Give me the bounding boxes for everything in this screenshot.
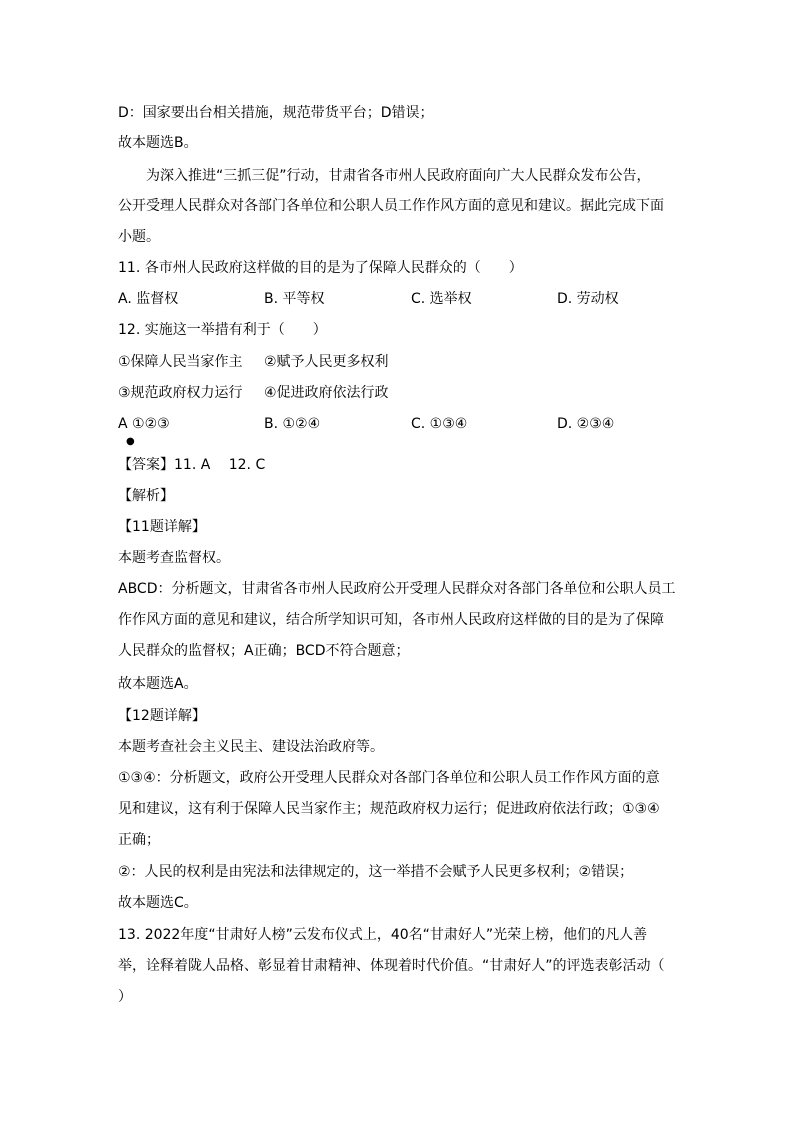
text-line: 作作风方面的意见和建议，结合所学知识可知，各市州人民政府这样做的目的是为了保障 (118, 612, 664, 628)
text-line: 正确； (118, 832, 160, 848)
text-line: 人民群众的监督权；A正确；BCD不符合题意； (118, 643, 410, 659)
question-13: 13. 2022年度“甘肃好人榜”云发布仪式上，40名“甘肃好人”光荣上榜，他们的凡人善 (118, 927, 648, 943)
question-13: 举，诠释着陇人品格、彰显着甘肃精神、体现着时代价值。“甘肃好人”的评选表彰活动（ (118, 958, 665, 974)
detail-12-heading: 【12题详解】 (118, 708, 206, 724)
statement-3: ③规范政府权力运行 (118, 385, 243, 401)
q11-option-b: B. 平等权 (264, 291, 325, 307)
detail-11-heading: 【11题详解】 (118, 519, 206, 535)
q12-option-d: D. ②③④ (557, 416, 615, 432)
text-line: 本题考查社会主义民主、建设法治政府等。 (118, 739, 384, 755)
text-line: ABCD：分析题文，甘肃省各市州人民政府公开受理人民群众对各部门各单位和公职人员工 (118, 581, 676, 597)
text-line: 故本题选C。 (118, 895, 198, 911)
passage-text: 公开受理人民群众对各部门各单位和公职人员工作作风方面的意见和建议。据此完成下面 (118, 198, 664, 214)
text-line: D：国家要出台相关措施，规范带货平台；D错误； (118, 105, 434, 121)
q12-option-b: B. ①②④ (264, 416, 321, 432)
text-line: ①③④：分析题文，政府公开受理人民群众对各部门各单位和公职人员工作作风方面的意 (118, 770, 660, 786)
question-12: 12. 实施这一举措有利于（ ） (118, 322, 327, 338)
text-line: 故本题选B。 (118, 135, 198, 151)
q12-option-c: C. ①③④ (411, 416, 468, 432)
q11-option-c: C. 选举权 (411, 291, 472, 307)
text-line: 故本题选A。 (118, 676, 198, 692)
stray-dot: ● (126, 436, 135, 447)
passage-text: 小题。 (118, 229, 160, 245)
passage-text: 为深入推进“三抓三促”行动，甘肃省各市州人民政府面向广大人民群众发布公告， (146, 168, 651, 184)
text-line: 见和建议，这有利于保障人民当家作主；规范政府权力运行；促进政府依法行政；①③④ (118, 801, 660, 817)
q12-option-a: A ①②③ (118, 416, 170, 432)
q11-option-a: A. 监督权 (118, 291, 179, 307)
analysis-heading: 【解析】 (118, 488, 174, 504)
statement-2: ②赋予人民更多权利 (264, 354, 389, 370)
text-line: 本题考查监督权。 (118, 550, 230, 566)
statement-1: ①保障人民当家作主 (118, 354, 243, 370)
statement-4: ④促进政府依法行政 (264, 385, 389, 401)
answer-line: 【答案】11. A 12. C (118, 457, 266, 473)
question-13: ） (118, 989, 132, 1005)
q11-option-d: D. 劳动权 (557, 291, 619, 307)
text-line: ②：人民的权利是由宪法和法律规定的，这一举措不会赋予人民更多权利；②错误； (118, 864, 634, 880)
question-11: 11. 各市州人民政府这样做的目的是为了保障人民群众的（ ） (118, 260, 523, 276)
